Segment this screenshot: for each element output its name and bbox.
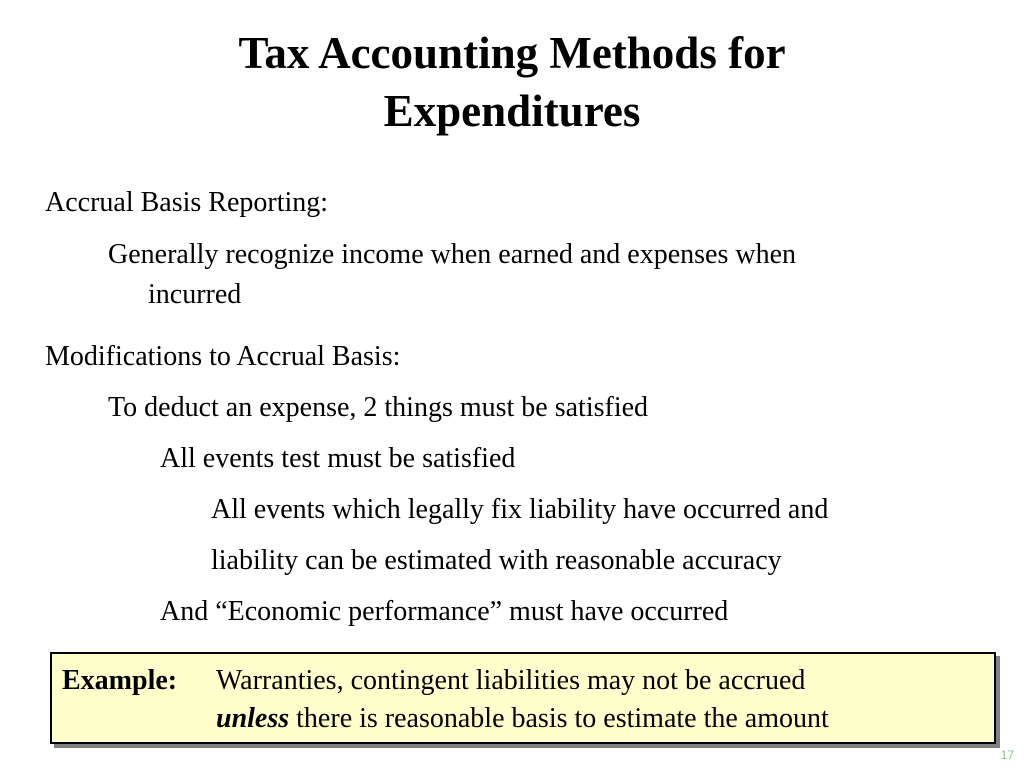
- accrual-point-line-2: incurred: [148, 279, 242, 310]
- slide-title-line-1: Tax Accounting Methods for: [238, 28, 786, 78]
- page-number: 17: [1000, 748, 1014, 762]
- example-label: Example:: [62, 665, 178, 696]
- accrual-heading: Accrual Basis Reporting:: [45, 187, 329, 218]
- example-text: [216, 662, 829, 738]
- all-events-detail-1: All events which legally fix liability have occurred and: [211, 494, 829, 525]
- slide-title: [0, 24, 1024, 140]
- example-line-1: Warranties, contingent liabilities may not be accrued: [216, 665, 806, 696]
- all-events-detail-2: liability can be estimated with reasonable accuracy: [211, 545, 782, 576]
- modifications-heading: Modifications to Accrual Basis:: [45, 341, 401, 372]
- deduct-point: To deduct an expense, 2 things must be satisfied: [108, 392, 649, 423]
- example-line-2: [216, 700, 829, 738]
- example-box: [50, 652, 996, 744]
- economic-performance-point: And “Economic performance” must have occurred: [160, 596, 729, 627]
- example-emphasis: unless: [216, 703, 290, 734]
- slide-title-line-2: Expenditures: [383, 86, 641, 136]
- accrual-point-line-1: Generally recognize income when earned and expenses when: [108, 239, 797, 270]
- example-line-2-rest: there is reasonable basis to estimate the amount: [289, 703, 829, 734]
- all-events-point: All events test must be satisfied: [160, 443, 516, 474]
